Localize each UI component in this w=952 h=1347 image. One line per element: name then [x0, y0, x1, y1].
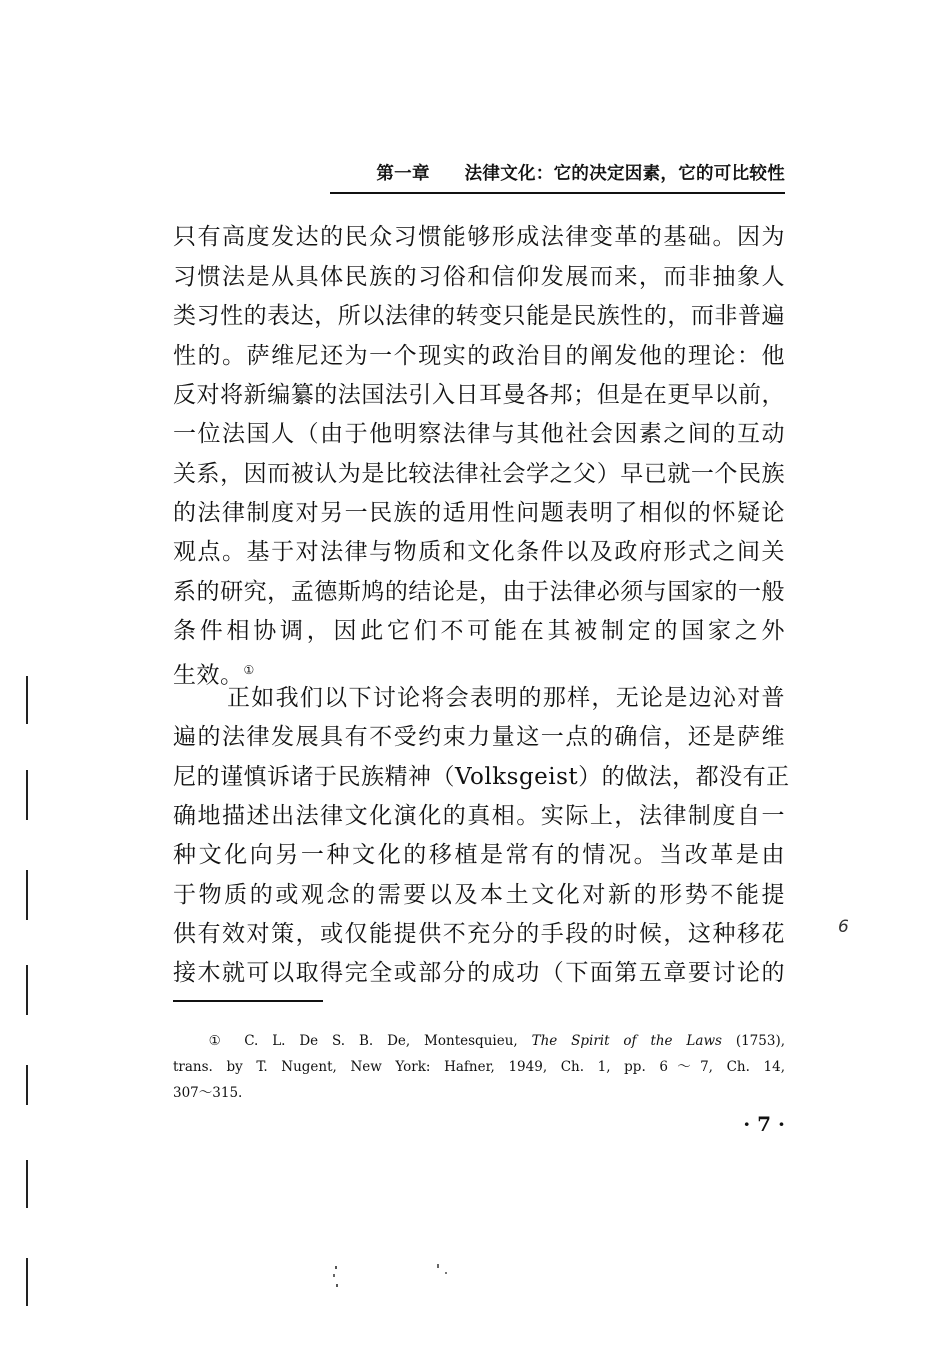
text-line: 种文化向另一种文化的移植是常有的情况。当改革是由 [173, 842, 785, 868]
footnote-line [173, 1028, 785, 1054]
text-line: 条件相协调，因此它们不可能在其被制定的国家之外 [173, 618, 785, 644]
text-line: 关系，因而被认为是比较法律社会学之父）早已就一个民族 [173, 461, 785, 487]
footnote-line: trans. by T. Nugent, New York: Hafner, 1949, Ch. 1, pp. 6～7, Ch. 14, [173, 1059, 785, 1075]
text-line: 系的研究，孟德斯鸠的结论是，由于法律必须与国家的一般 [173, 579, 785, 605]
footnote-rule [173, 1000, 323, 1002]
text-line: 正如我们以下讨论将会表明的那样，无论是边沁对普 [227, 685, 785, 711]
footnote-line: 307～315. [173, 1085, 243, 1101]
text-line: 反对将新编纂的法国法引入日耳曼各邦；但是在更早以前， [173, 382, 785, 408]
footnote-book-title: The Spirit of the Laws [531, 1033, 722, 1049]
scan-artifact-bar [26, 1065, 28, 1105]
chapter-title: 法律文化：它的决定因素，它的可比较性 [464, 164, 785, 184]
scan-specks [333, 1262, 463, 1302]
text-line: 遍的法律发展具有不受约束力量这一点的确信，还是萨维 [173, 724, 785, 750]
footnote-year: (1753), [735, 1033, 786, 1049]
text-line: 一位法国人（由于他明察法律与其他社会因素之间的互动 [173, 421, 785, 447]
footnote-author: C. L. De S. B. De, Montesquieu, [244, 1033, 518, 1049]
text-line: 于物质的或观念的需要以及本土文化对新的形势不能提 [173, 882, 785, 908]
text-line: 接木就可以取得完全或部分的成功（下面第五章要讨论的 [173, 960, 785, 986]
text-line: 确地描述出法律文化演化的真相。实际上，法律制度自一 [173, 803, 785, 829]
margin-number: 6 [838, 917, 849, 937]
page-number: · 7 · [743, 1112, 785, 1136]
text-line: 习惯法是从具体民族的习俗和信仰发展而来，而非抽象人 [173, 264, 785, 290]
running-header [330, 160, 785, 190]
footnote-marker: ① [199, 1033, 231, 1049]
scan-artifact-bar [26, 676, 28, 724]
scan-artifact-bar [26, 870, 28, 920]
text-line: 只有高度发达的民众习惯能够形成法律变革的基础。因为 [173, 224, 785, 250]
text-line: 性的。萨维尼还为一个现实的政治目的阐发他的理论：他 [173, 343, 785, 369]
chapter-number: 第一章 [376, 164, 430, 184]
text-line: 的法律制度对另一民族的适用性问题表明了相似的怀疑论 [173, 500, 785, 526]
text-line: 供有效对策，或仅能提供不充分的手段的时候，这种移花 [173, 921, 785, 947]
last-line-text: 生效。 [173, 662, 244, 689]
text-line: 类习性的表达，所以法律的转变只能是民族性的，而非普遍 [173, 303, 785, 329]
footnote-reference[interactable]: ① [243, 663, 255, 677]
scan-artifact-bar [26, 770, 28, 820]
text-line: 尼的谨慎诉诸于民族精神（Volksgeist）的做法，都没有正 [173, 764, 790, 790]
scan-artifact-bar [26, 1258, 28, 1306]
scan-artifact-bar [26, 965, 28, 1015]
scan-artifact-bar [26, 1160, 28, 1208]
text-line: 观点。基于对法律与物质和文化条件以及政府形式之间关 [173, 539, 785, 565]
header-rule [330, 192, 785, 194]
